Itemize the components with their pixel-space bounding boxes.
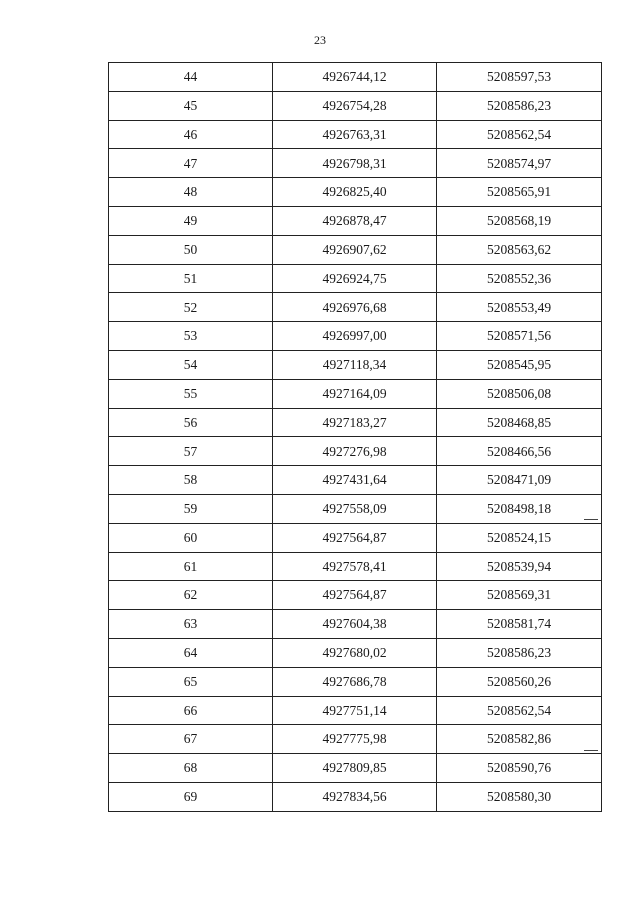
- table-row: [109, 408, 602, 437]
- point-number-cell: 49: [109, 206, 273, 235]
- point-number-cell: 52: [109, 293, 273, 322]
- point-number-cell: 60: [109, 523, 273, 552]
- y-coordinate-cell: 5208524,15: [437, 523, 602, 552]
- y-coordinate-cell: 5208597,53: [437, 63, 602, 92]
- table-row: [109, 437, 602, 466]
- page-number: 23: [314, 33, 326, 47]
- y-coordinate-cell: 5208574,97: [437, 149, 602, 178]
- x-coordinate-cell: 4926976,68: [273, 293, 437, 322]
- table-row: [109, 206, 602, 235]
- x-coordinate-cell: 4927680,02: [273, 638, 437, 667]
- point-number-cell: 66: [109, 696, 273, 725]
- x-coordinate-cell: 4926763,31: [273, 120, 437, 149]
- y-coordinate-cell: 5208539,94: [437, 552, 602, 581]
- table-row: [109, 293, 602, 322]
- point-number-cell: 50: [109, 235, 273, 264]
- y-coordinate-cell: 5208580,30: [437, 782, 602, 811]
- y-coordinate-cell: 5208498,18: [437, 494, 602, 523]
- y-coordinate-cell: 5208586,23: [437, 638, 602, 667]
- y-coordinate-cell: 5208545,95: [437, 350, 602, 379]
- point-number-cell: 62: [109, 581, 273, 610]
- table-row: [109, 63, 602, 92]
- x-coordinate-cell: 4927578,41: [273, 552, 437, 581]
- table-row: [109, 149, 602, 178]
- table-row: [109, 610, 602, 639]
- point-number-cell: 47: [109, 149, 273, 178]
- table-row: [109, 523, 602, 552]
- point-number-cell: 46: [109, 120, 273, 149]
- table-row: [109, 696, 602, 725]
- point-number-cell: 44: [109, 63, 273, 92]
- table-row: [109, 322, 602, 351]
- x-coordinate-cell: 4926798,31: [273, 149, 437, 178]
- table-row: [109, 178, 602, 207]
- point-number-cell: 65: [109, 667, 273, 696]
- point-number-cell: 53: [109, 322, 273, 351]
- x-coordinate-cell: 4927686,78: [273, 667, 437, 696]
- y-coordinate-cell: 5208571,56: [437, 322, 602, 351]
- x-coordinate-cell: 4926744,12: [273, 63, 437, 92]
- table-row: [109, 494, 602, 523]
- x-coordinate-cell: 4927604,38: [273, 610, 437, 639]
- point-number-cell: 48: [109, 178, 273, 207]
- table-row: [109, 91, 602, 120]
- x-coordinate-cell: 4926878,47: [273, 206, 437, 235]
- x-coordinate-cell: 4927431,64: [273, 466, 437, 495]
- y-coordinate-cell: 5208590,76: [437, 754, 602, 783]
- x-coordinate-cell: 4926907,62: [273, 235, 437, 264]
- point-number-cell: 67: [109, 725, 273, 754]
- x-coordinate-cell: 4926825,40: [273, 178, 437, 207]
- y-coordinate-cell: 5208563,62: [437, 235, 602, 264]
- x-coordinate-cell: 4926997,00: [273, 322, 437, 351]
- x-coordinate-cell: 4927564,87: [273, 581, 437, 610]
- x-coordinate-cell: 4927809,85: [273, 754, 437, 783]
- x-coordinate-cell: 4927183,27: [273, 408, 437, 437]
- point-number-cell: 58: [109, 466, 273, 495]
- x-coordinate-cell: 4926754,28: [273, 91, 437, 120]
- point-number-cell: 55: [109, 379, 273, 408]
- y-coordinate-cell: 5208471,09: [437, 466, 602, 495]
- y-coordinate-cell: 5208552,36: [437, 264, 602, 293]
- point-number-cell: 68: [109, 754, 273, 783]
- y-coordinate-cell: 5208581,74: [437, 610, 602, 639]
- point-number-cell: 64: [109, 638, 273, 667]
- x-coordinate-cell: 4927775,98: [273, 725, 437, 754]
- table-row: [109, 581, 602, 610]
- coordinates-table-body: [109, 63, 602, 812]
- y-coordinate-cell: 5208562,54: [437, 120, 602, 149]
- y-coordinate-cell: 5208568,19: [437, 206, 602, 235]
- point-number-cell: 63: [109, 610, 273, 639]
- point-number-cell: 56: [109, 408, 273, 437]
- table-row: [109, 638, 602, 667]
- table-row: [109, 667, 602, 696]
- y-coordinate-cell: 5208468,85: [437, 408, 602, 437]
- y-coordinate-cell: 5208582,86: [437, 725, 602, 754]
- table-row: [109, 350, 602, 379]
- point-number-cell: 59: [109, 494, 273, 523]
- x-coordinate-cell: 4927751,14: [273, 696, 437, 725]
- y-coordinate-cell: 5208569,31: [437, 581, 602, 610]
- scan-mark: [584, 519, 598, 520]
- y-coordinate-cell: 5208466,56: [437, 437, 602, 466]
- point-number-cell: 54: [109, 350, 273, 379]
- scan-mark: [584, 750, 598, 751]
- table-row: [109, 466, 602, 495]
- x-coordinate-cell: 4927164,09: [273, 379, 437, 408]
- table-row: [109, 552, 602, 581]
- coordinates-table: [108, 62, 602, 812]
- point-number-cell: 45: [109, 91, 273, 120]
- table-row: [109, 725, 602, 754]
- y-coordinate-cell: 5208553,49: [437, 293, 602, 322]
- x-coordinate-cell: 4927276,98: [273, 437, 437, 466]
- table-row: [109, 264, 602, 293]
- y-coordinate-cell: 5208586,23: [437, 91, 602, 120]
- y-coordinate-cell: 5208506,08: [437, 379, 602, 408]
- x-coordinate-cell: 4927118,34: [273, 350, 437, 379]
- table-row: [109, 235, 602, 264]
- y-coordinate-cell: 5208562,54: [437, 696, 602, 725]
- x-coordinate-cell: 4927834,56: [273, 782, 437, 811]
- table-row: [109, 782, 602, 811]
- x-coordinate-cell: 4926924,75: [273, 264, 437, 293]
- point-number-cell: 57: [109, 437, 273, 466]
- point-number-cell: 61: [109, 552, 273, 581]
- table-row: [109, 120, 602, 149]
- y-coordinate-cell: 5208565,91: [437, 178, 602, 207]
- table-row: [109, 379, 602, 408]
- x-coordinate-cell: 4927558,09: [273, 494, 437, 523]
- point-number-cell: 51: [109, 264, 273, 293]
- point-number-cell: 69: [109, 782, 273, 811]
- x-coordinate-cell: 4927564,87: [273, 523, 437, 552]
- table-row: [109, 754, 602, 783]
- y-coordinate-cell: 5208560,26: [437, 667, 602, 696]
